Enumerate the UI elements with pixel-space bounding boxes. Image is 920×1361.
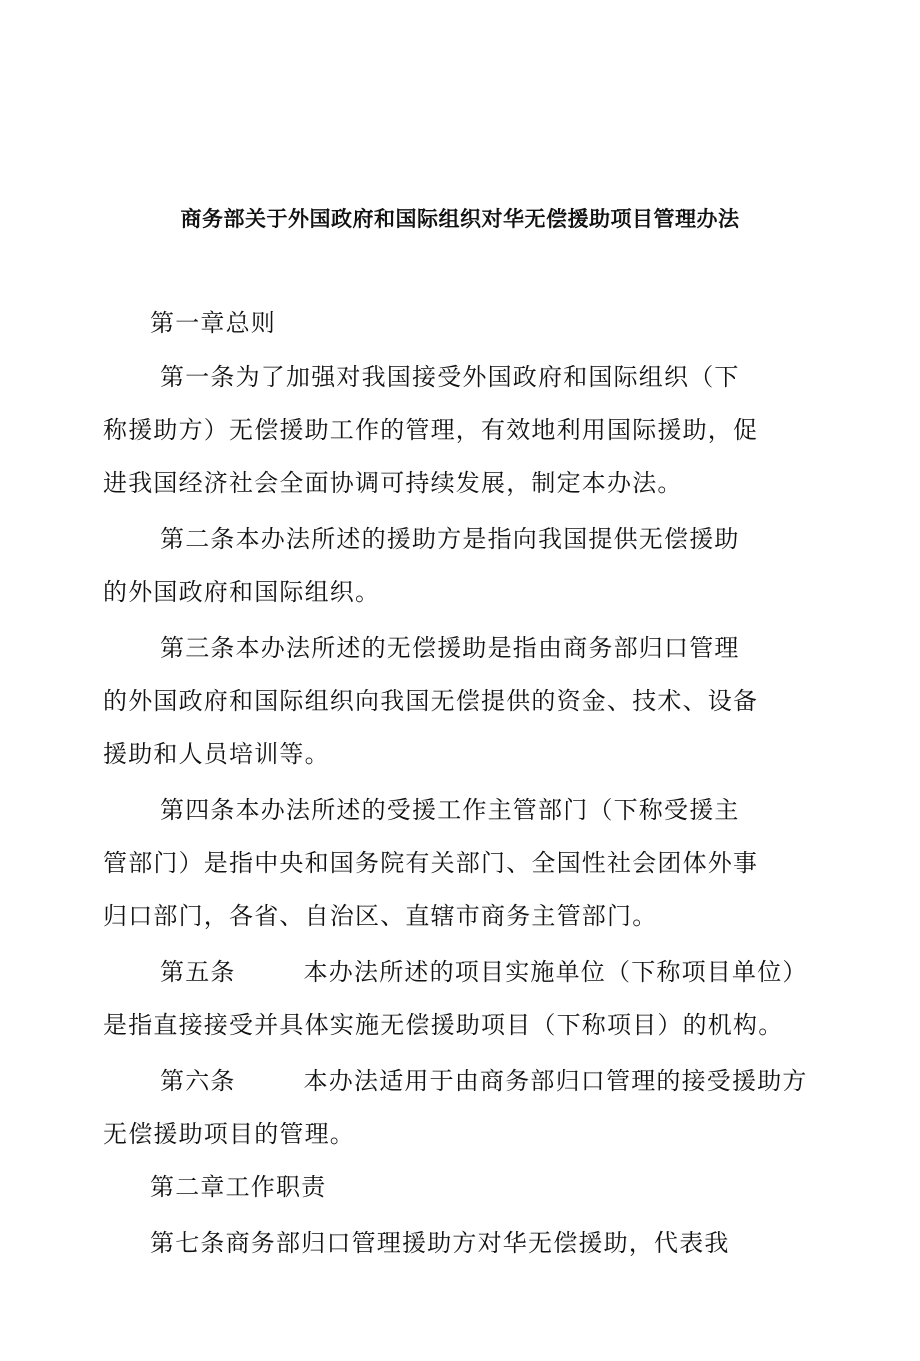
article-6-line-1 <box>160 1065 808 1097</box>
article-3-line-1: 第三条本办法所述的无偿援助是指由商务部归口管理 <box>160 634 740 662</box>
article-4-line-2: 管部门）是指中央和国务院有关部门、全国性社会团体外事 <box>103 849 759 877</box>
article-5-line-2: 是指直接接受并具体实施无偿援助项目（下称项目）的机构。 <box>103 1011 784 1039</box>
article-6-text: 本办法适用于由商务部归口管理的接受援助方 <box>303 1067 808 1095</box>
document-title: 商务部关于外国政府和国际组织对华无偿援助项目管理办法 <box>180 207 740 231</box>
article-5-number: 第五条 <box>160 958 236 986</box>
article-3-line-3: 援助和人员培训等。 <box>103 740 330 768</box>
chapter-heading-2: 第二章工作职责 <box>150 1173 327 1201</box>
article-7-line-1: 第七条商务部归口管理援助方对华无偿援助，代表我 <box>150 1229 730 1257</box>
article-1-line-2: 称援助方）无偿援助工作的管理，有效地利用国际援助，促 <box>103 416 759 444</box>
article-6-line-2: 无偿援助项目的管理。 <box>103 1120 355 1148</box>
article-3-line-2: 的外国政府和国际组织向我国无偿提供的资金、技术、设备 <box>103 687 759 715</box>
article-5-line-1 <box>160 956 808 988</box>
article-4-line-1: 第四条本办法所述的受援工作主管部门（下称受援主 <box>160 796 740 824</box>
article-4-line-3: 归口部门，各省、自治区、直辖市商务主管部门。 <box>103 902 658 930</box>
article-1-line-1: 第一条为了加强对我国接受外国政府和国际组织（下 <box>160 363 740 391</box>
article-2-line-1: 第二条本办法所述的援助方是指向我国提供无偿援助 <box>160 525 740 553</box>
article-1-line-3: 进我国经济社会全面协调可持续发展，制定本办法。 <box>103 469 683 497</box>
article-2-line-2: 的外国政府和国际组织。 <box>103 578 381 606</box>
article-6-number: 第六条 <box>160 1067 236 1095</box>
chapter-heading-1: 第一章总则 <box>150 309 276 337</box>
article-5-text: 本办法所述的项目实施单位（下称项目单位） <box>303 958 808 986</box>
